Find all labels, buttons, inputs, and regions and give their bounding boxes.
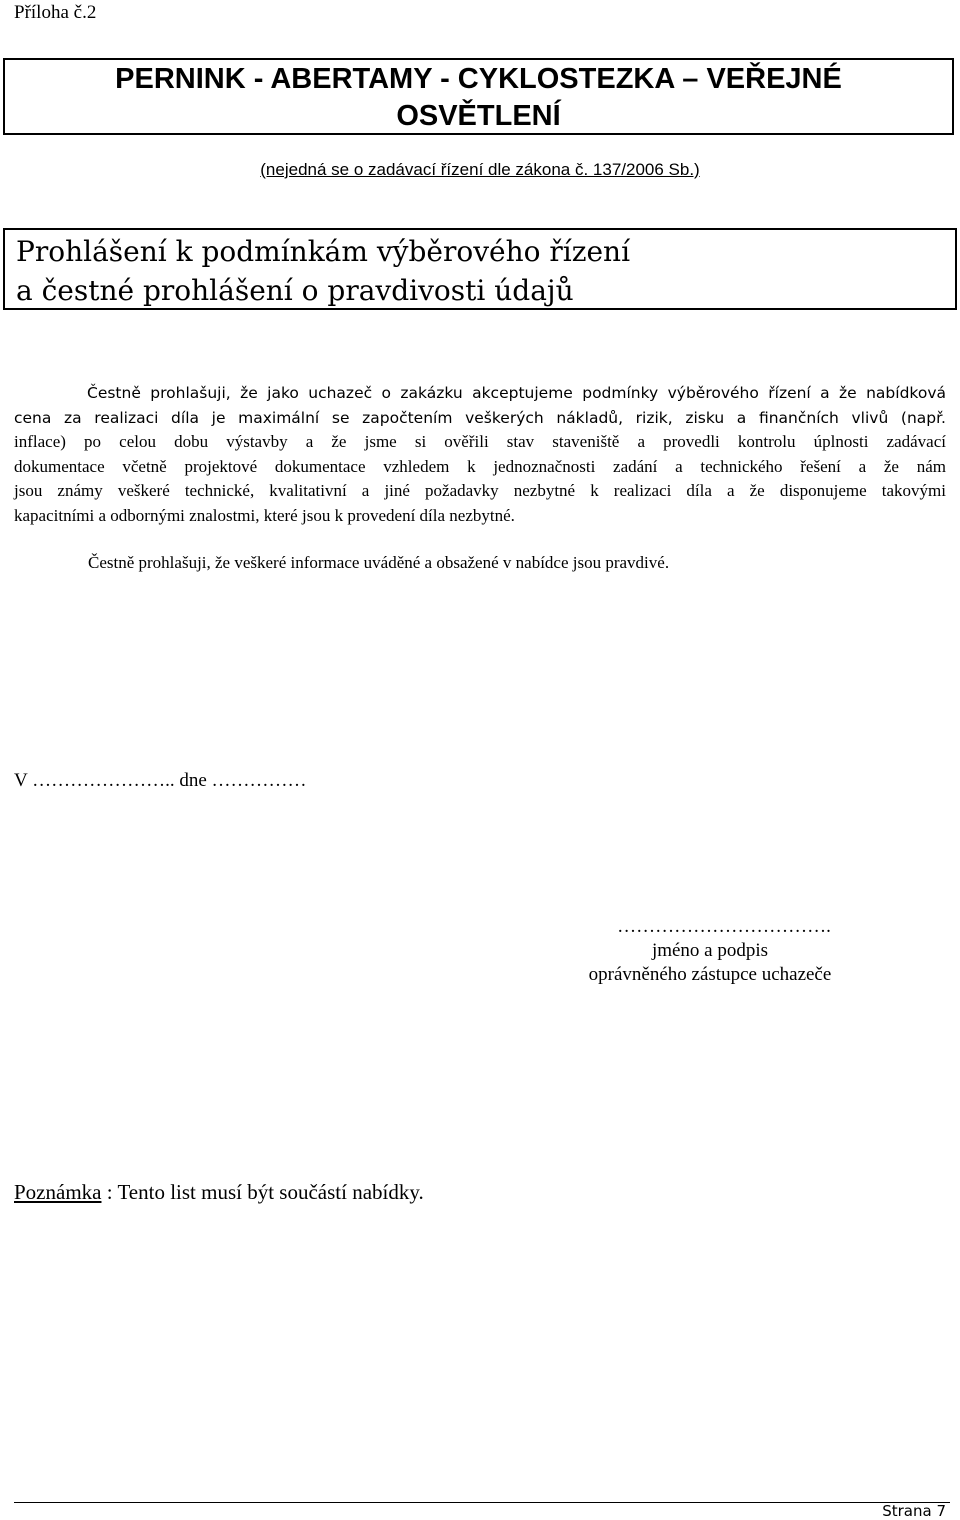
signature-block <box>560 915 860 987</box>
declaration-title-box <box>3 228 957 310</box>
declaration-paragraph <box>14 381 946 529</box>
paragraph-line-1: Čestně prohlašuji, že jako uchazeč o zakázku akceptujeme podmínky výběrového řízení a že nabídková <box>87 384 946 402</box>
truthfulness-statement: Čestně prohlašuji, že veškeré informace uváděné a obsažené v nabídce jsou pravdivé. <box>88 553 670 572</box>
paragraph-line-6: kapacitními a odbornými znalostmi, které jsou k provedení díla nezbytné. <box>14 505 515 525</box>
page-number: Strana 7 <box>882 1502 946 1520</box>
project-title-line2: OSVĚTLENÍ <box>396 100 561 132</box>
paragraph-line-3: inflace) po celou dobu výstavby a že jsme si ověřili stav staveniště a provedli kontrolu úplnosti zadávací <box>14 432 946 452</box>
note-label: Poznámka <box>14 1180 102 1204</box>
signature-label-2: oprávněného zástupce uchazeče <box>588 964 832 985</box>
legal-note: (nejedná se o zadávací řízení dle zákona č. 137/2006 Sb.) <box>260 160 700 179</box>
note-text: : Tento list musí být součástí nabídky. <box>101 1180 424 1204</box>
declaration-title-line1: Prohlášení k podmínkám výběrového řízení <box>16 235 631 268</box>
place-date-field: V ………………….. dne …………… <box>14 770 307 791</box>
paragraph-line-5: jsou známy veškeré technické, kvalitativní a jiné požadavky nezbytné k realizaci díla a že disponujeme takovými <box>14 481 946 501</box>
paragraph-line-2: cena za realizaci díla je maximální se započtením veškerých nákladů, rizik, zisku a finančních vlivů (např. <box>14 408 946 427</box>
note <box>14 1180 424 1205</box>
attachment-label: Příloha č.2 <box>14 2 97 23</box>
signature-label-1: jméno a podpis <box>651 940 769 961</box>
project-title-line1: PERNINK - ABERTAMY - CYKLOSTEZKA – VEŘEJNÉ <box>115 63 842 95</box>
declaration-title-line2: a čestné prohlášení o pravdivosti údajů <box>16 274 574 307</box>
project-title-box <box>3 58 954 135</box>
signature-dots: ……………………………. <box>617 916 831 937</box>
footer-divider <box>14 1502 950 1503</box>
paragraph-line-4: dokumentace včetně projektové dokumentace vzhledem k jednoznačnosti zadání a technického řešení a že nám <box>14 456 946 476</box>
